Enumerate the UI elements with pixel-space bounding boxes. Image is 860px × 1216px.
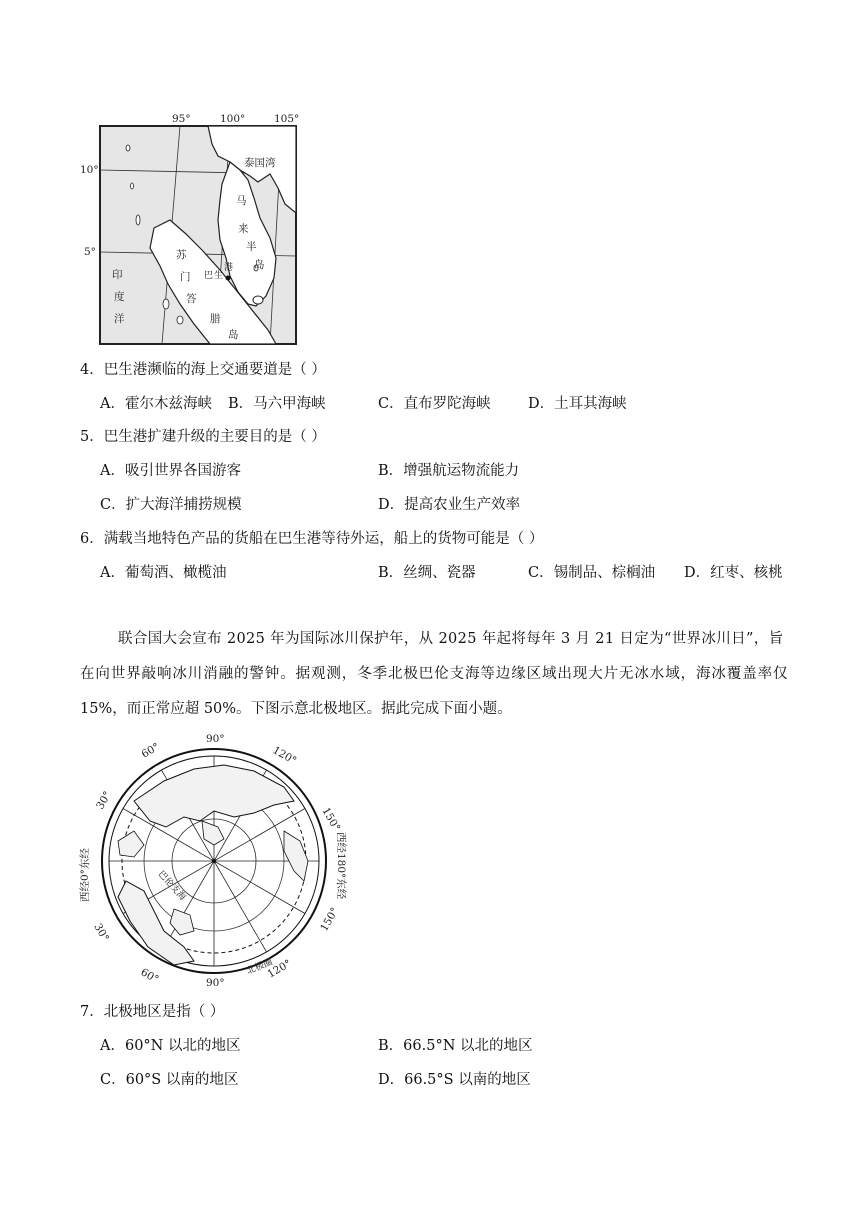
q7-option-c[interactable]: C．60°S 以南的地区 [100, 1072, 239, 1088]
port-char: 生 [214, 271, 224, 281]
strait-map [80, 108, 310, 348]
gulf-label: 泰国湾 [244, 157, 276, 169]
ocean-char: 度 [114, 291, 125, 303]
question-4-stem: 4．巴生港濒临的海上交通要道是（ ） [80, 362, 326, 378]
q4-option-b[interactable]: B．马六甲海峡 [228, 396, 326, 412]
map2-label-bottom: 90° [206, 977, 225, 989]
lon-label: 105° [274, 113, 300, 125]
question-7-stem: 7．北极地区是指（ ） [80, 1004, 225, 1020]
q5-option-d[interactable]: D．提高农业生产效率 [378, 497, 521, 513]
sumatra-char: 答 [186, 293, 197, 305]
sumatra-char: 腊 [210, 313, 221, 325]
lat-label: 5° [84, 246, 96, 258]
arctic-circle-label: 北极圈 [245, 957, 275, 977]
q7-option-b[interactable]: B．66.5°N 以北的地区 [378, 1038, 533, 1054]
barents-sea-label: 巴伦支海 [155, 869, 188, 903]
q6-option-d[interactable]: D．红枣、核桃 [684, 565, 783, 581]
q7-option-d[interactable]: D．66.5°S 以南的地区 [378, 1072, 531, 1088]
sumatra-char: 岛 [228, 329, 239, 341]
map2-label-bottom-left: 60° [138, 966, 161, 986]
q4-option-d[interactable]: D．土耳其海峡 [528, 396, 627, 412]
q6-option-b[interactable]: B．丝绸、瓷器 [378, 565, 476, 581]
passage-line-2: 在向世界敲响冰川消融的警钟。据观测，冬季北极巴伦支海等边缘区域出现大片无冰水域，海冰覆盖率仅 [80, 666, 789, 682]
map2-label-right-upper: 150° [319, 805, 343, 834]
passage-line-3: 15%，而正常应超 50%。下图示意北极地区。据此完成下面小题。 [80, 701, 512, 717]
ocean-char: 洋 [114, 313, 125, 325]
q4-option-c[interactable]: C．直布罗陀海峡 [378, 396, 491, 412]
q5-option-b[interactable]: B．增强航运物流能力 [378, 463, 520, 479]
q4-option-a[interactable]: A．霍尔木兹海峡 [100, 396, 212, 412]
q6-option-c[interactable]: C．锡制品、棕榈油 [528, 565, 656, 581]
passage-line-1: 联合国大会宣布 2025 年为国际冰川保护年，从 2025 年起将每年 3 月 21 日定为“世界冰川日”，旨 [118, 631, 784, 647]
map2-label-top: 90° [206, 733, 225, 745]
q5-option-a[interactable]: A．吸引世界各国游客 [100, 463, 241, 479]
peninsula-char: 半 [246, 241, 257, 253]
lon-label: 100° [220, 113, 246, 125]
map2-label-left-mid: 西经0°东经 [79, 848, 91, 902]
lon-label: 95° [172, 113, 191, 125]
ocean-char: 印 [112, 269, 123, 281]
question-5-stem: 5．巴生港扩建升级的主要目的是（ ） [80, 429, 326, 445]
map2-label-right-mid: 西经180°东经 [335, 832, 347, 900]
q7-option-a[interactable]: A．60°N 以北的地区 [100, 1038, 241, 1054]
map2-label-right-lower: 150° [318, 905, 342, 934]
q5-option-c[interactable]: C．扩大海洋捕捞规模 [100, 497, 242, 513]
arctic-map-svg [72, 728, 362, 990]
question-6-stem: 6．满载当地特色产品的货船在巴生港等待外运，船上的货物可能是（ ） [80, 531, 544, 547]
map2-label-top-left: 60° [139, 740, 162, 761]
sumatra-char: 门 [180, 271, 191, 283]
map2-label-bottom-right: 120° [265, 957, 294, 981]
q6-option-a[interactable]: A．葡萄酒、橄榄油 [100, 565, 227, 581]
port-char: 巴 [204, 271, 214, 281]
strait-map-svg [80, 108, 310, 348]
port-char: 港 [224, 263, 234, 273]
peninsula-char: 马 [236, 195, 247, 207]
map2-label-left-upper: 30° [94, 789, 114, 812]
map2-label-top-right: 120° [270, 744, 299, 768]
sumatra-char: 苏 [176, 249, 187, 261]
peninsula-char: 岛 [254, 259, 265, 271]
port-marker [226, 276, 231, 281]
map2-label-left-lower: 30° [91, 921, 112, 944]
peninsula-char: 来 [238, 223, 249, 235]
arctic-map [72, 728, 362, 990]
lat-label: 10° [80, 164, 99, 176]
